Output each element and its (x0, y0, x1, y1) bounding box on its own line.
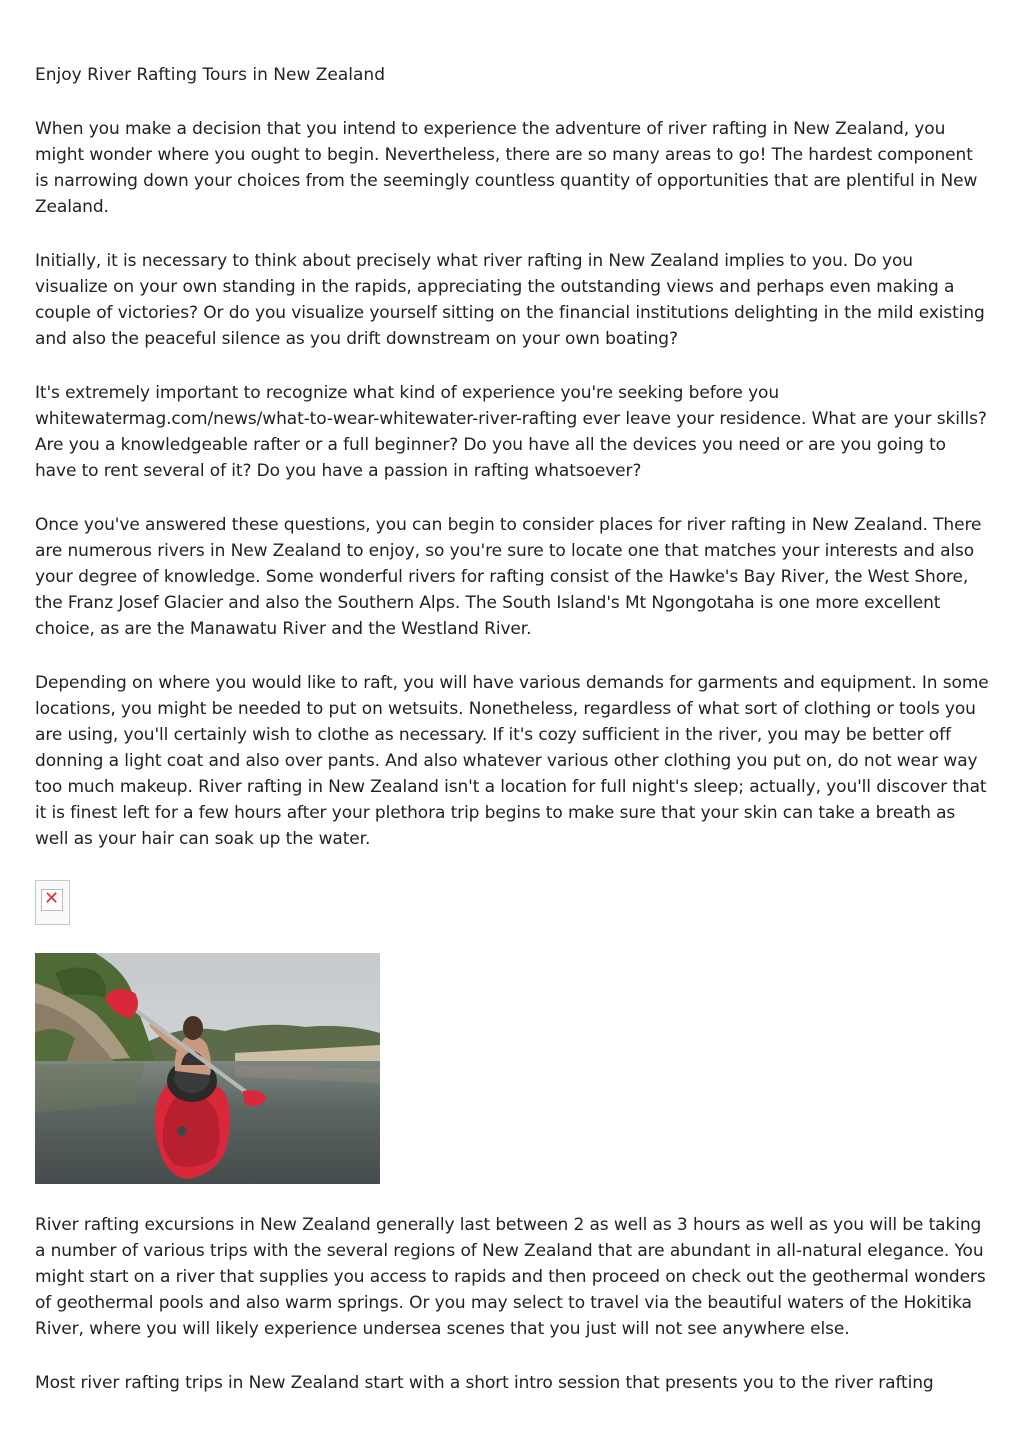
paragraph: River rafting excursions in New Zealand generally last between 2 as well as 3 hours as well as you will be taking a number of various trips with the several regions of New Zealand that are abundant in all-natural elegance. You might start on a river that supplies you access to rapids and then proceed on check out the geothermal wonders of geothermal pools and also warm springs. Or you may select to travel via the beautiful waters of the Hokitika River, where you will likely experience undersea scenes that you just will not see anywhere else. (35, 1215, 986, 1339)
paragraph: When you make a decision that you intend to experience the adventure of river rafting in New Zealand, you might wonder where you ought to begin. Nevertheless, there are so many areas to go! The hardest component is narrowing down your choices from the seemingly countless quantity of opportunities that are plentiful in New Zealand. (35, 119, 978, 217)
paragraph: Once you've answered these questions, you can begin to consider places for river rafting in New Zealand. There are numerous rivers in New Zealand to enjoy, so you're sure to locate one that matches your interests and also your degree of knowledge. Some wonderful rivers for rafting consist of the Hawke's Bay River, the West Shore, the Franz Josef Glacier and also the Southern Alps. The South Island's Mt Ngongotaha is one more excellent choice, as are the Manawatu River and the Westland River. (35, 515, 982, 639)
paragraph: Most river rafting trips in New Zealand start with a short intro session that presents you to the river rafting (35, 1373, 934, 1393)
paragraph: It's extremely important to recognize what kind of experience you're seeking before you whitewatermag.com/news/what-to-wear-whitewater-river-rafting ever leave your residence. What are your skills? Are you a knowledgeable rafter or a full beginner? Do you have all the devices you need or are you going to have to rent several of it? Do you have a passion in rafting whatsoever? (35, 383, 987, 481)
broken-image-icon: ✕ (35, 880, 70, 925)
paragraph: Depending on where you would like to raft, you will have various demands for garments and equipment. In some locations, you might be needed to put on wetsuits. Nonetheless, regardless of what sort of clothing or tools you are using, you'll certainly wish to clothe as necessary. If it's cozy sufficient in the river, you may be better off donning a light coat and also over pants. And also whatever various other clothing you put on, do not wear way too much makeup. River rafting in New Zealand isn't a location for full night's sleep; actually, you'll discover that it is finest left for a few hours after your plethora trip begins to make sure that your skin can take a breath as well as your hair can soak up the water. (35, 673, 989, 849)
kayak-photo (35, 953, 380, 1184)
paragraph: Initially, it is necessary to think about precisely what river rafting in New Zealand implies to you. Do you visualize on your own standing in the rapids, appreciating the outstanding views and perhaps even making a couple of victories? Or do you visualize yourself sitting on the financial institutions delighting in the mild existing and also the peaceful silence as you drift downstream on your own boating? (35, 251, 985, 349)
document-body (35, 62, 990, 1424)
page-title: Enjoy River Rafting Tours in New Zealand (35, 65, 385, 85)
